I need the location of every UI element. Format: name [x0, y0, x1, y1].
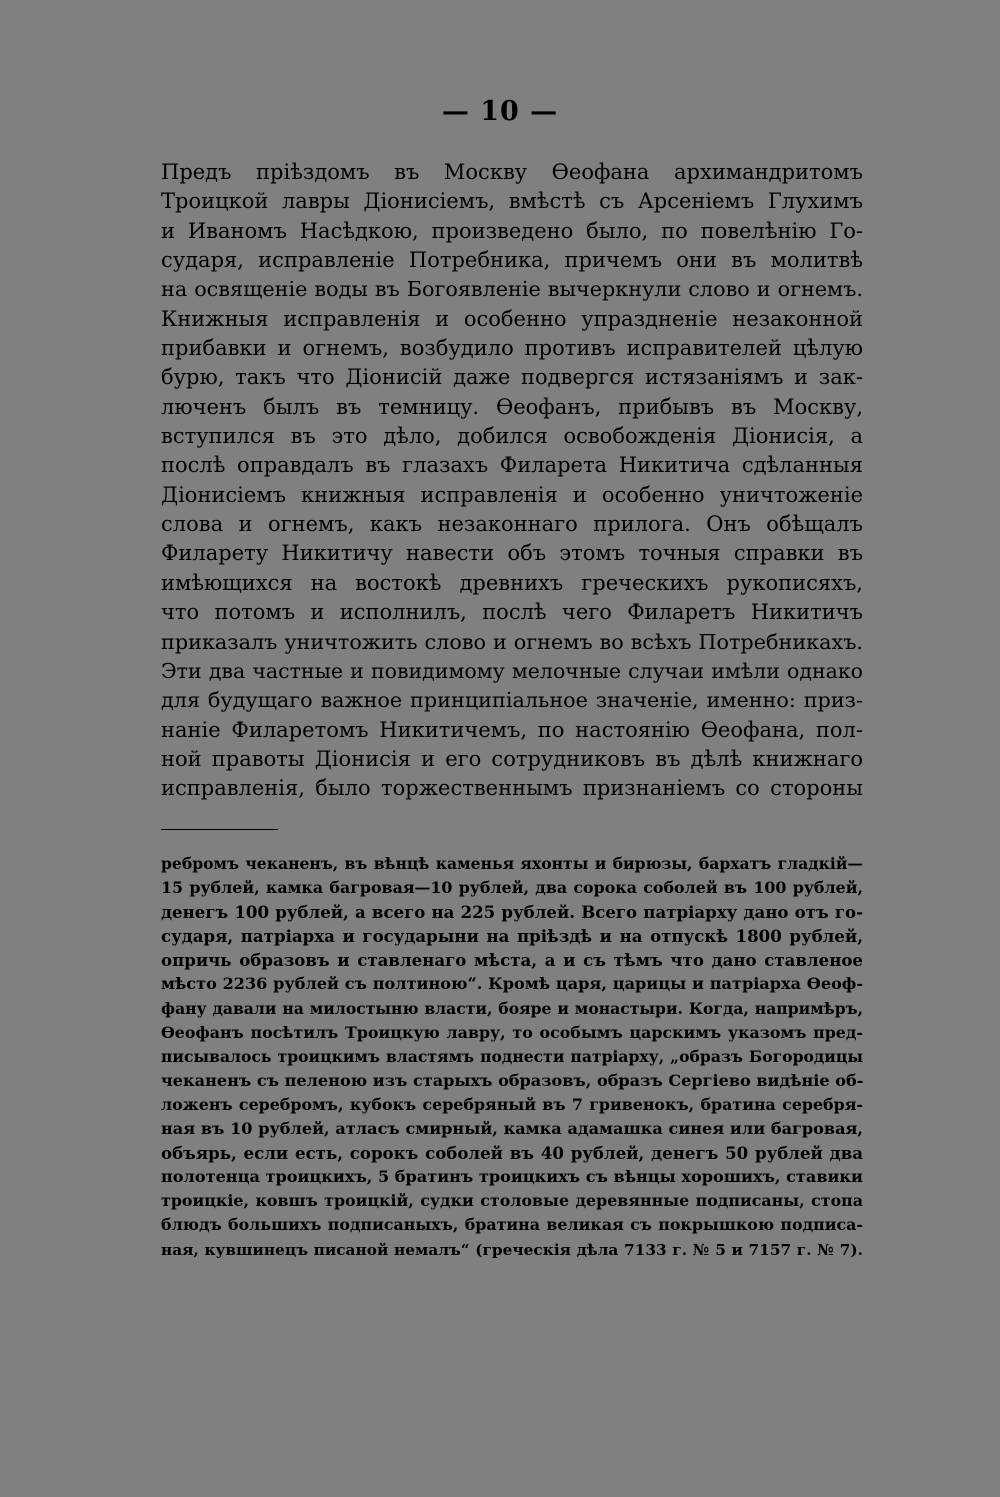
footnote-line: блюдъ большихъ подписаныхъ, братина великая съ покрышкою подписа- [161, 1215, 863, 1235]
footnote-line: писывалось троицкимъ властямъ поднести патріарху, „образъ Богородицы [161, 1046, 863, 1066]
footnote-line: ная, кувшинецъ писаной немалъ“ (греческія дѣла 7133 г. № 5 и 7157 г. № 7). [161, 1240, 863, 1259]
footnote-line: троицкіе, ковшъ троицкій, судки столовые деревянные подписаны, стопа [161, 1191, 863, 1211]
body-line: сударя, исправленіе Потребника, причемъ они въ молитвѣ [161, 248, 863, 273]
footnote [161, 852, 863, 1262]
footnote-line: мѣсто 2236 рублей съ полтиною“. Кромѣ царя, царицы и патріарха Ѳеоф- [161, 974, 863, 994]
footnote-line: ребромъ чеканенъ, въ вѣнцѣ каменья яхонты и бирюзы, бархатъ гладкій— [161, 854, 863, 873]
body-line: исправленія, было торжественнымъ признаніемъ со стороны [161, 776, 863, 801]
body-line: и Иваномъ Насѣдкою, произведено было, по повелѣнію Го- [161, 218, 863, 243]
body-line: Троицкой лавры Діонисіемъ, вмѣстѣ съ Арсеніемъ Глухимъ [161, 189, 863, 214]
body-line: послѣ оправдалъ въ глазахъ Филарета Никитича сдѣланныя [161, 453, 863, 478]
body-line: имѣющихся на востокѣ древнихъ греческихъ рукописяхъ, [161, 570, 863, 595]
footnote-line: объярь, если есть, сорокъ соболей въ 40 рублей, денегъ 50 рублей два [161, 1143, 863, 1164]
footnote-line: денегъ 100 рублей, а всего на 225 рублей. Всего патріарху дано отъ го- [161, 902, 863, 923]
body-line: бурю, такъ что Діонисій даже подвергся истязаніямъ и зак- [161, 365, 863, 390]
body-line: для будущаго важное принципіальное значеніе, именно: приз- [161, 688, 863, 713]
body-line: Филарету Никитичу навести объ этомъ точныя справки въ [161, 541, 863, 566]
body-line: ной правоты Діонисія и его сотрудниковъ въ дѣлѣ книжнаго [161, 746, 863, 771]
footnote-line: сударя, патріарха и государыни на пріѣздѣ и на отпускѣ 1800 рублей, [161, 926, 863, 947]
body-line: вступился въ это дѣло, добился освобожденія Діонисія, а [161, 424, 863, 449]
footnote-line: чеканенъ съ пеленою изъ старыхъ образовъ, образъ Сергіево видѣніе об- [161, 1070, 864, 1090]
footnote-divider [161, 829, 278, 830]
body-line: Книжныя исправленія и особенно упраздненіе незаконной [161, 306, 863, 331]
footnote-line: 15 рублей, камка багровая—10 рублей, два сорока соболей въ 100 рублей, [161, 878, 863, 898]
main-text [161, 158, 863, 804]
body-line: наніе Филаретомъ Никитичемъ, по настоянію Ѳеофана, пол- [161, 717, 863, 742]
footnote-line: фану давали на милостыню власти, бояре и монастыри. Когда, напримѣръ, [161, 998, 863, 1018]
footnote-line: опричь образовъ и ставленаго мѣста, а и съ тѣмъ что дано ставленое [161, 950, 863, 971]
body-line: люченъ былъ въ темницу. Ѳеофанъ, прибывъ въ Москву, [161, 394, 863, 419]
body-line: прибавки и огнемъ, возбудило противъ исправителей цѣлую [161, 336, 863, 361]
footnote-line: Ѳеофанъ посѣтилъ Троицкую лавру, то особымъ царскимъ указомъ пред- [161, 1022, 863, 1042]
footnote-line: полотенца троицкихъ, 5 братинъ троицкихъ съ вѣнцы хорошихъ, ставики [161, 1167, 863, 1187]
body-line: на освященіе воды въ Богоявленіе вычеркнули слово и огнемъ. [161, 277, 863, 302]
footnote-line: ная въ 10 рублей, атласъ смирный, камка адамашка синея или багровая, [161, 1119, 863, 1139]
body-line: Діонисіемъ книжныя исправленія и особенно уничтоженіе [161, 482, 863, 507]
body-line: Предъ пріѣздомъ въ Москву Ѳеофана архимандритомъ [161, 160, 863, 184]
body-line: Эти два частные и повидимому мелочные случаи имѣли однако [161, 658, 863, 683]
body-line: приказалъ уничтожить слово и огнемъ во всѣхъ Потребникахъ. [161, 629, 863, 654]
body-line: слова и огнемъ, какъ незаконнаго прилога. Онъ обѣщалъ [161, 512, 863, 537]
page-number: — 10 — [441, 96, 559, 127]
footnote-line: ложенъ серебромъ, кубокъ серебряный въ 7 гривенокъ, братина серебря- [161, 1094, 863, 1114]
body-line: что потомъ и исполнилъ, послѣ чего Филаретъ Никитичъ [161, 600, 863, 625]
